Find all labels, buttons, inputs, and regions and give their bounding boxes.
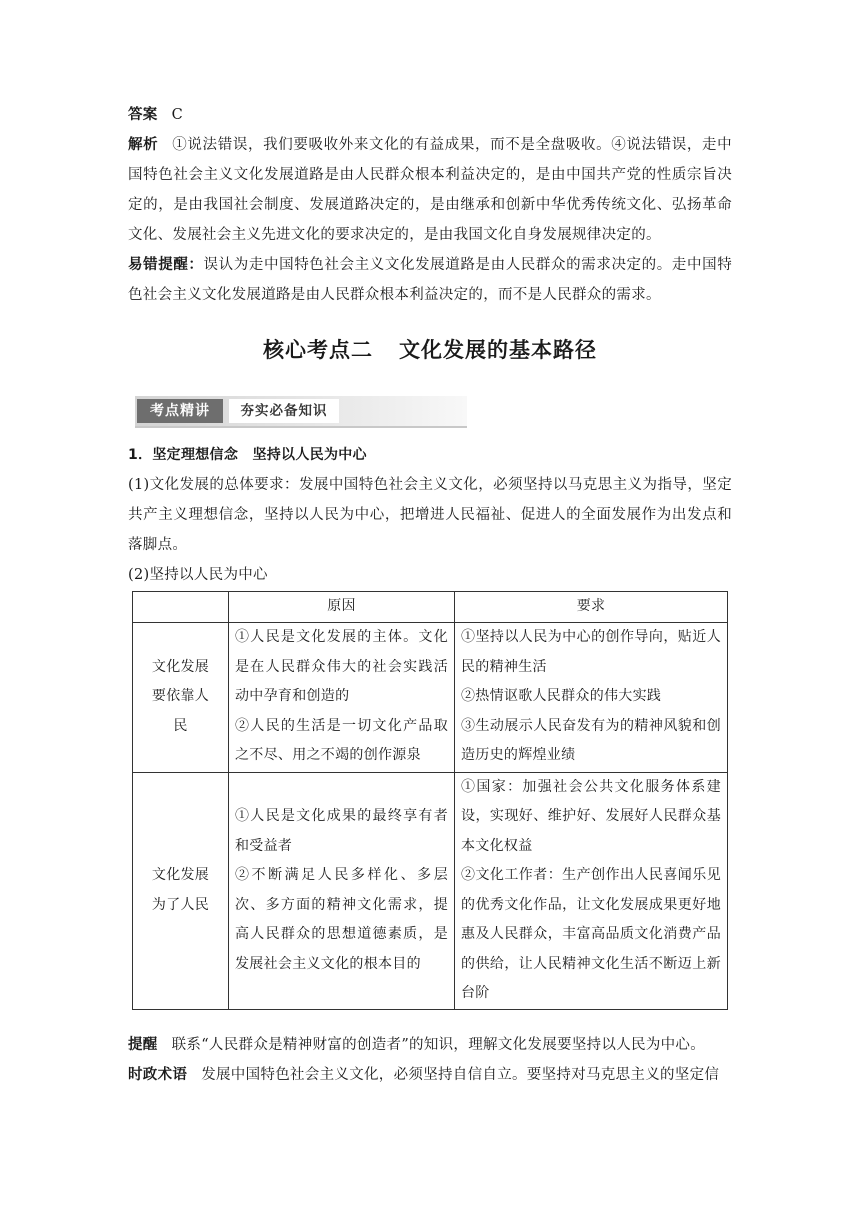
- error-tip-paragraph: [128, 250, 732, 310]
- reason-item: ①人民是文化成果的最终享有者和受益者: [235, 808, 448, 854]
- terms-label: 时政术语: [128, 1066, 188, 1083]
- point1-heading: 1．坚定理想信念 坚持以人民为中心: [128, 447, 367, 463]
- reason-cell: [229, 772, 455, 1009]
- table-header-cell: [133, 592, 229, 623]
- section-title-number: 核心考点二: [263, 338, 373, 362]
- row-head-text: 文化发展要依靠人民: [151, 658, 210, 734]
- reminder-paragraph: [128, 1030, 732, 1060]
- point1-item1: (1)文化发展的总体要求：发展中国特色社会主义文化，必须坚持以马克思主义为指导，坚定共产主义理想信念，坚持以人民为中心，把增进人民福祉、促进人的全面发展作为出发点和落脚点。: [128, 477, 732, 553]
- reason-cell: [229, 622, 455, 772]
- error-tip-text: 误认为走中国特色社会主义文化发展道路是由人民群众的需求决定的。走中国特色社会主义文化发展道路是由人民群众根本利益决定的，而不是人民群众的需求。: [128, 257, 733, 303]
- answer-line: [128, 100, 732, 130]
- requirement-cell: [455, 622, 728, 772]
- comparison-table: [132, 591, 728, 1010]
- reason-item: ②不断满足人民多样化、多层次、多方面的精神文化需求，提高人民群众的思想道德素质，是发展社会主义文化的根本目的: [235, 867, 448, 972]
- table-row: [133, 772, 728, 1009]
- banner-light-label: 夯实必备知识: [229, 399, 339, 423]
- requirement-cell: [455, 772, 728, 1009]
- section-title-topic: 文化发展的基本路径: [399, 338, 597, 362]
- banner-dark-label: 考点精讲: [137, 399, 223, 423]
- reason-item: ①人民是文化发展的主体。文化是在人民群众伟大的社会实践活动中孕育和创造的: [235, 629, 448, 705]
- table-header-cell: 原因: [229, 592, 455, 623]
- reminder-label: 提醒: [128, 1036, 158, 1053]
- requirement-item: ②文化工作者：生产创作出人民喜闻乐见的优秀文化作品，让文化发展成果更好地惠及人民群众，丰富高品质文化消费产品的供给，让人民精神文化生活不断迈上新台阶: [461, 867, 721, 1001]
- point1-item2: (2)坚持以人民为中心: [128, 567, 268, 583]
- table-header-cell: 要求: [455, 592, 728, 623]
- requirement-item: ②热情讴歌人民群众的伟大实践: [461, 688, 662, 705]
- section-banner: [135, 396, 467, 428]
- terms-paragraph: [128, 1060, 732, 1090]
- table-header-row: [133, 592, 728, 623]
- row-head-cell: [133, 622, 229, 772]
- analysis-label: 解析: [128, 136, 159, 153]
- table-row: [133, 622, 728, 772]
- analysis-paragraph: [128, 130, 732, 250]
- error-tip-label: 易错提醒：: [128, 256, 204, 273]
- requirement-item: ①坚持以人民为中心的创作导向，贴近人民的精神生活: [461, 629, 721, 675]
- reason-item: ②人民的生活是一切文化产品取之不尽、用之不竭的创作源泉: [235, 717, 448, 764]
- answer-value: C: [171, 107, 184, 123]
- terms-text: 发展中国特色社会主义文化，必须坚持自信自立。要坚持对马克思主义的坚定信: [201, 1067, 720, 1083]
- requirement-item: ①国家：加强社会公共文化服务体系建设，实现好、维护好、发展好人民群众基本文化权益: [461, 778, 721, 854]
- requirement-item: ③生动展示人民奋发有为的精神风貌和创造历史的辉煌业绩: [461, 717, 721, 764]
- reminder-text: 联系“人民群众是精神财富的创造者”的知识，理解文化发展要坚持以人民为中心。: [171, 1037, 706, 1053]
- analysis-text: ①说法错误，我们要吸收外来文化的有益成果，而不是全盘吸收。④说法错误，走中国特色社会主义文化发展道路是由人民群众根本利益决定的，是由中国共产党的性质宗旨决定的，是由我国社会制度、发展道路决定的，是由继承和创新中华优秀传统文化、弘扬革命文化、发展社会主义先进文化的要求决定的，是由我国文化自身发展规律决定的。: [128, 137, 732, 243]
- row-head-text: 文化发展为了人民: [151, 867, 210, 913]
- row-head-cell: [133, 772, 229, 1009]
- section-title: [0, 334, 860, 364]
- answer-label: 答案: [128, 106, 158, 123]
